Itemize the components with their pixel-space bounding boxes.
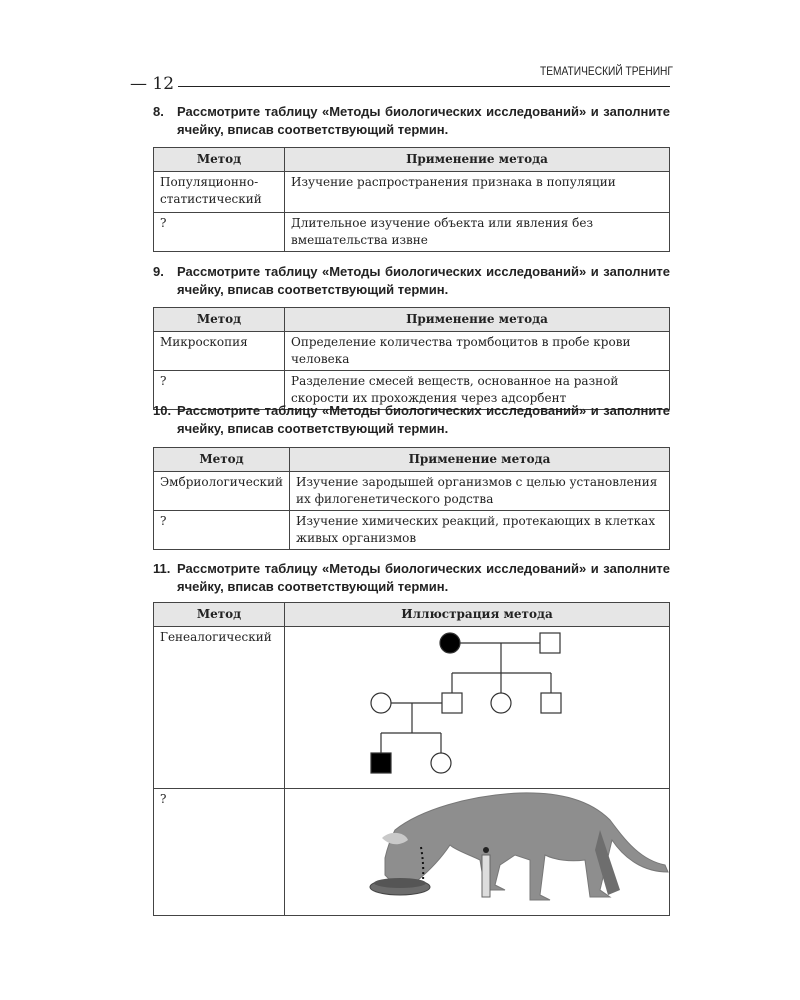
question-number: 9. (153, 264, 164, 279)
cell: Разделение смесей веществ, основанное на разной скорости их прохождения через адсорбент (285, 371, 670, 410)
question-text: Рассмотрите таблицу «Методы биологических исследований» и заполните ячейку, вписав соответствующий термин. (177, 403, 670, 436)
answer-cell[interactable]: ? (154, 371, 285, 410)
male (540, 633, 560, 653)
male (442, 693, 462, 713)
question-text: Рассмотрите таблицу «Методы биологических исследований» и заполните ячейку, вписав соответствующий термин. (177, 104, 670, 137)
col-header: Метод (154, 148, 285, 172)
cell: Популяционно-статистический (154, 172, 285, 213)
cell: Определение количества тромбоцитов в пробе крови человека (285, 332, 670, 371)
question-number: 11. (153, 561, 171, 576)
affected-female (440, 633, 460, 653)
col-header: Метод (154, 603, 285, 627)
question-number: 10. (153, 403, 172, 418)
female (371, 693, 391, 713)
affected-male (371, 753, 391, 773)
cell: Микроскопия (154, 332, 285, 371)
cell: Эмбриологический (154, 472, 290, 511)
cell: Длительное изучение объекта или явления без вмешательства извне (285, 213, 670, 252)
question-number: 8. (153, 104, 164, 119)
answer-cell[interactable]: ? (154, 789, 285, 916)
cell: Изучение химических реакций, протекающих в клетках живых организмов (290, 511, 670, 550)
male (541, 693, 561, 713)
col-header: Метод (154, 308, 285, 332)
answer-cell[interactable]: ? (154, 511, 290, 550)
question-text: Рассмотрите таблицу «Методы биологических исследований» и заполните ячейку, вписав соответствующий термин. (177, 264, 670, 297)
col-header: Применение метода (285, 308, 670, 332)
dog-illustration (370, 793, 668, 900)
col-header: Иллюстрация метода (285, 603, 670, 627)
running-header: ТЕМАТИЧЕСКИЙ ТРЕНИНГ (540, 64, 673, 78)
pedigree-chart (371, 633, 561, 773)
page-number: — 12 (130, 74, 175, 94)
answer-cell[interactable]: ? (154, 213, 285, 252)
col-header: Применение метода (285, 148, 670, 172)
page-number-value: 12 (152, 74, 175, 94)
cell: Изучение распространения признака в популяции (285, 172, 670, 213)
female (431, 753, 451, 773)
col-header: Метод (154, 448, 290, 472)
cell: Генеалогический (154, 627, 285, 789)
question-text: Рассмотрите таблицу «Методы биологических исследований» и заполните ячейку, вписав соответствующий термин. (177, 561, 670, 594)
cell: Изучение зародышей организмов с целью установления их филогенетического родства (290, 472, 670, 511)
female (491, 693, 511, 713)
col-header: Применение метода (290, 448, 670, 472)
